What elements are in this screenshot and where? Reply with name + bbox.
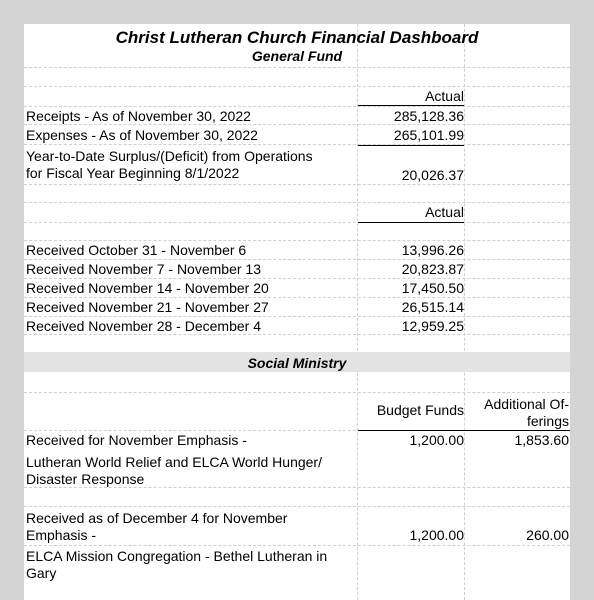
november-emphasis-additional: 1,853.60 [514, 432, 569, 448]
social-header-underline [358, 430, 570, 431]
weekly-row-label: Received November 14 - November 20 [26, 280, 269, 296]
receipts-label: Receipts - As of November 30, 2022 [26, 108, 251, 124]
gridline [24, 316, 570, 317]
expenses-label: Expenses - As of November 30, 2022 [26, 127, 258, 143]
surplus-label-line2: for Fiscal Year Beginning 8/1/2022 [26, 165, 240, 181]
weekly-row-value: 26,515.14 [401, 299, 464, 315]
emphasis-description-line2: Disaster Response [26, 471, 145, 487]
additional-offerings-header-line2: ferings [526, 413, 569, 429]
december-emphasis-label-line1: Received as of December 4 for November [26, 510, 288, 526]
actual-column-header: Actual [425, 88, 464, 104]
december-emphasis-additional: 260.00 [526, 527, 569, 543]
gridline [24, 86, 570, 87]
weekly-row-label: Received November 21 - November 27 [26, 299, 269, 315]
november-emphasis-budget: 1,200.00 [409, 432, 464, 448]
weekly-row-value: 12,959.25 [401, 318, 464, 334]
december-emphasis-budget: 1,200.00 [409, 527, 464, 543]
gridline [24, 545, 570, 546]
weekly-header-underline [358, 222, 464, 223]
weekly-row-label: Received October 31 - November 6 [26, 242, 247, 258]
mission-description-line2: Gary [26, 565, 57, 581]
spreadsheet-sheet [24, 24, 570, 600]
total-underline [358, 145, 464, 146]
gridline [24, 106, 570, 107]
gridline [24, 392, 570, 393]
gridline [24, 144, 570, 145]
dashboard-title: Christ Lutheran Church Financial Dashboard [115, 28, 479, 47]
gridline [24, 259, 570, 260]
gridline [24, 184, 570, 185]
surplus-label-line1: Year-to-Date Surplus/(Deficit) from Operations [26, 148, 313, 164]
weekly-row-label: Received November 7 - November 13 [26, 261, 261, 277]
gridline [24, 222, 570, 223]
weekly-row-value: 20,823.87 [401, 261, 464, 277]
additional-offerings-header-line1: Additional Of- [484, 396, 569, 412]
header-underline [358, 105, 464, 106]
weekly-row-value: 17,450.50 [401, 280, 464, 296]
december-emphasis-label-line2: Emphasis - [26, 527, 97, 543]
weekly-row-label: Received November 28 - December 4 [26, 318, 261, 334]
gridline [24, 278, 570, 279]
gridline [464, 24, 465, 600]
gridline [24, 67, 570, 68]
expenses-value: 265,101.99 [393, 127, 464, 143]
social-ministry-heading: Social Ministry [247, 355, 347, 371]
gridline [24, 202, 570, 203]
general-fund-heading: General Fund [251, 48, 343, 64]
gridline [24, 240, 570, 241]
november-emphasis-label: Received for November Emphasis - [26, 432, 247, 448]
emphasis-description-line1: Lutheran World Relief and ELCA World Hunger/ [26, 454, 322, 470]
surplus-value: 20,026.37 [401, 167, 464, 183]
mission-description-line1: ELCA Mission Congregation - Bethel Lutheran in [26, 548, 328, 564]
budget-funds-header: Budget Funds [376, 402, 464, 418]
receipts-value: 285,128.36 [393, 108, 464, 124]
weekly-actual-header: Actual [425, 204, 464, 220]
gridline [24, 297, 570, 298]
gridline [24, 506, 570, 507]
weekly-row-value: 13,996.26 [401, 242, 464, 258]
